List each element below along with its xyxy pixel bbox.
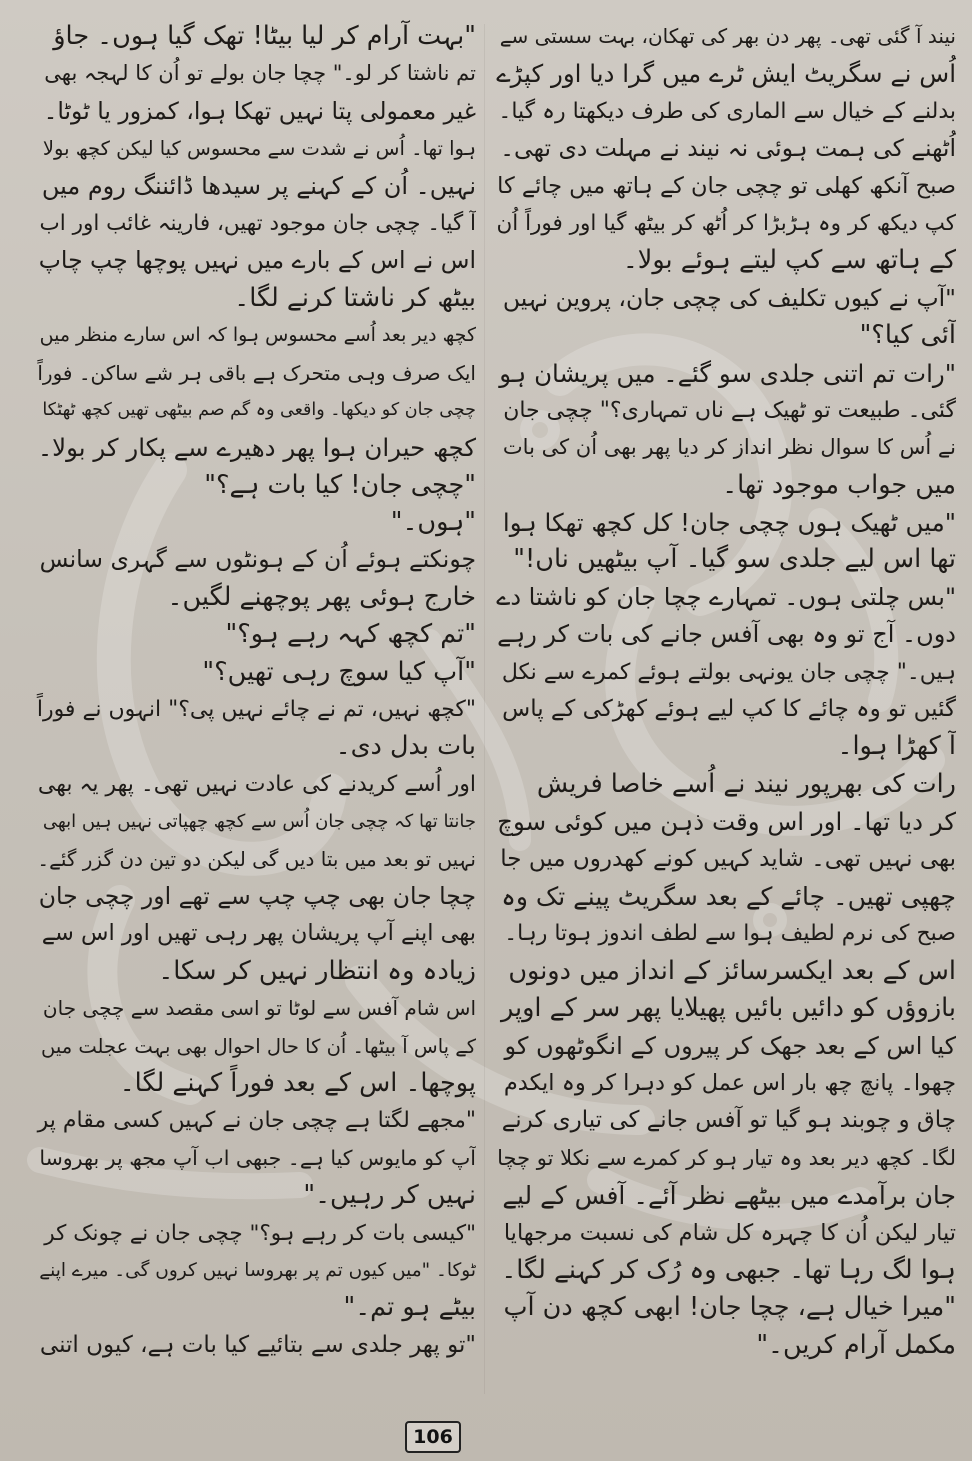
text-line: "کیسی بات کر رہے ہو؟" چچی جان نے چونک کر — [44, 1220, 476, 1246]
text-line: کر دیا تھا۔ اور اس وقت ذہن میں کوئی سوچ — [497, 807, 956, 837]
text-line: گئی۔ طبیعت تو ٹھیک ہے ناں تمہاری؟" چچی جان — [503, 397, 956, 423]
text-line: آ گیا۔ چچی جان موجود تھیں، فارینہ غائب اور اب — [39, 210, 476, 236]
text-line: غیر معمولی پتا نہیں تھکا ہوا، کمزور یا ٹوٹا۔ — [43, 96, 476, 125]
text-line: میں جواب موجود تھا۔ — [722, 469, 956, 500]
text-line: دوں۔ آج تو وہ بھی آفس جانے کی بات کر رہے — [497, 620, 956, 649]
page-number: 106 — [405, 1421, 461, 1453]
text-line: تم ناشتا کر لو۔" چچا جان بولے تو اُن کا لہجہ بھی — [44, 61, 476, 86]
text-line: چھوا۔ پانچ چھ بار اس عمل کو دہرا کر وہ ایکدم — [503, 1069, 956, 1096]
text-line: آپ کو مایوس کیا ہے۔ جبھی اب آپ مجھ پر بھروسا — [39, 1145, 476, 1170]
text-line: صبح کی نرم لطیف ہوا سے لطف اندوز ہوتا رہا۔ — [504, 921, 956, 947]
text-line: "چچی جان! کیا بات ہے؟" — [204, 469, 476, 500]
text-line: بیٹھ کر ناشتا کرنے لگا۔ — [234, 282, 476, 313]
text-line: ہیں۔" چچی جان یونہی بولتے ہوئے کمرے سے نکل — [501, 659, 956, 685]
text-line: اُس نے سگریٹ ایش ٹرے میں گرا دیا اور کپڑے — [496, 59, 956, 89]
text-line: نہیں۔ اُن کے کہنے پر سیدھا ڈائننگ روم میں — [41, 171, 476, 200]
text-line: رات کی بھرپور نیند نے اُسے خاصا فریش — [536, 768, 956, 799]
text-line: ٹوکا۔ "میں کیوں تم پر بھروسا نہیں کروں گی۔ میرے اپنے — [39, 1259, 476, 1281]
text-line: نہیں تو بعد میں بتا دیں گی لیکن دو تین دن گزر گئے۔ — [37, 846, 476, 871]
text-line: بدلنے کے خیال سے الماری کی طرف دیکھتا رہ گیا۔ — [498, 98, 956, 124]
text-line: "مجھے لگتا ہے چچی جان نے کہیں کسی مقام پر — [37, 1108, 476, 1134]
text-line: تھا اس لیے جلدی سو گیا۔ آپ بیٹھیں ناں!" — [513, 544, 956, 575]
text-line: نے اُس کا سوال نظر انداز کر دیا پھر بھی اُن کی بات — [502, 435, 956, 460]
text-line: صبح آنکھ کھلی تو چچی جان کے ہاتھ میں چائے کا — [497, 172, 956, 199]
text-line: چچا جان بھی چپ چپ سے تھے اور چچی جان — [38, 881, 476, 910]
text-line: "رات تم اتنی جلدی سو گئے۔ میں پریشان ہو — [499, 358, 956, 388]
text-line: "بہت آرام کر لیا بیٹا! تھک گیا ہوں۔ جاؤ — [53, 21, 476, 51]
text-line: مکمل آرام کریں۔" — [756, 1329, 956, 1360]
text-line: کپ دیکھ کر وہ ہڑبڑا کر اُٹھ کر بیٹھ گیا اور فوراً اُن — [496, 210, 956, 236]
text-line: کچھ حیران ہوا پھر دھیرے سے پکار کر بولا۔ — [37, 433, 476, 463]
text-line: کے پاس آ بیٹھا۔ اُن کا حال احوال بھی بہت عجلت میں — [41, 1034, 476, 1058]
column-divider — [484, 24, 485, 1394]
text-line: "بس چلتی ہوں۔ تمہارے چچا جان کو ناشتا دے — [496, 582, 956, 611]
text-line: "تم کچھ کہہ رہے ہو؟" — [225, 619, 476, 650]
text-line: چچی جان کو دیکھا۔ واقعی وہ گم صم بیٹھی تھیں کچھ ٹھٹکا — [42, 399, 476, 420]
text-line: خارج ہوئی پھر پوچھنے لگیں۔ — [167, 581, 476, 612]
text-line: زیادہ وہ انتظار نہیں کر سکا۔ — [158, 955, 476, 986]
text-line: "آپ نے کیوں تکلیف کی چچی جان، پروین نہیں — [502, 283, 956, 312]
text-line: لگا۔ کچھ دیر بعد وہ تیار ہو کر کمرے سے نکلا تو چچا — [497, 1145, 956, 1170]
text-line: جان برآمدے میں بیٹھے نظر آئے۔ آفس کے لیے — [502, 1181, 956, 1211]
text-line: کے ہاتھ سے کپ لیتے ہوئے بولا۔ — [622, 245, 956, 276]
text-line: "میرا خیال ہے، چچا جان! ابھی کچھ دن آپ — [503, 1292, 956, 1323]
text-line: بات بدل دی۔ — [335, 731, 476, 762]
text-line: اس شام آفس سے لوٹا تو اسی مقصد سے چچی جان — [42, 996, 476, 1021]
right-text-column — [496, 18, 956, 1408]
text-line: "کچھ نہیں، تم نے چائے نہیں پی؟" انہوں نے فوراً — [36, 697, 476, 723]
text-line: پوچھا۔ اس کے بعد فوراً کہنے لگا۔ — [119, 1067, 476, 1098]
text-line: چھپی تھیں۔ چائے کے بعد سگریٹ پینے تک وہ — [501, 881, 956, 911]
text-line: اور اُسے کریدنے کی عادت نہیں تھی۔ پھر یہ بھی — [37, 771, 476, 797]
text-line: آئی کیا؟" — [859, 320, 956, 351]
text-line: اس کے بعد ایکسرسائز کے انداز میں دونوں — [508, 955, 956, 986]
left-text-column — [36, 18, 476, 1408]
text-line: اس نے اس کے بارے میں نہیں پوچھا چپ چاپ — [38, 246, 476, 275]
text-line: چونکتے ہوئے اُن کے ہونٹوں سے گہری سانس — [39, 545, 476, 574]
text-line: "آپ کیا سوچ رہی تھیں؟" — [202, 656, 476, 687]
text-line: "ہوں۔" — [390, 507, 476, 538]
text-line: نیند آ گئی تھی۔ پھر دن بھر کی تھکان، بہت سستی سے — [499, 24, 956, 48]
text-line: بازوؤں کو دائیں بائیں پھیلایا پھر سر کے اوپر — [500, 993, 956, 1024]
text-line: جانتا تھا کہ چچی جان اُس سے کچھ چھپاتی نہیں ہیں ابھی — [42, 811, 476, 833]
text-line: کچھ دیر بعد اُسے محسوس ہوا کہ اس سارے منظر میں — [39, 324, 476, 347]
text-line: "میں ٹھیک ہوں چچی جان! کل کچھ تھکا ہوا — [502, 508, 956, 538]
text-line: چاق و چوبند ہو گیا تو آفس جانے کی تیاری کرنے — [501, 1107, 956, 1134]
text-line: بھی اپنے آپ پریشان پھر رہی تھیں اور اس سے — [41, 920, 476, 947]
text-line: بیٹے ہو تم۔" — [343, 1292, 476, 1323]
text-line: تیار لیکن اُن کا چہرہ کل شام کی نسبت مرجھایا — [503, 1219, 956, 1246]
text-line: بھی نہیں تھی۔ شاید کہیں کونے کھدروں میں جا — [500, 845, 956, 872]
text-line: ہوا لگ رہا تھا۔ جبھی وہ رُک کر کہنے لگا۔ — [501, 1254, 956, 1285]
text-line: ایک صرف وہی متحرک ہے باقی ہر شے ساکن۔ فوراً — [37, 360, 476, 385]
text-line: کیا اس کے بعد جھک کر پیروں کے انگوٹھوں کو — [504, 1031, 956, 1060]
text-line: نہیں کر رہیں۔" — [303, 1180, 476, 1211]
text-line: "تو پھر جلدی سے بتائیے کیا بات ہے، کیوں اتنی — [39, 1331, 476, 1358]
text-line: گئیں تو وہ چائے کا کپ لیے ہوئے کھڑکی کے پاس — [502, 696, 956, 723]
text-line: آ کھڑا ہوا۔ — [837, 731, 956, 762]
text-line: ہوا تھا۔ اُس نے شدت سے محسوس کیا لیکن کچھ بولا — [42, 137, 476, 161]
text-line: اُٹھنے کی ہمت ہوئی نہ نیند نے مہلت دی تھی۔ — [500, 134, 956, 163]
